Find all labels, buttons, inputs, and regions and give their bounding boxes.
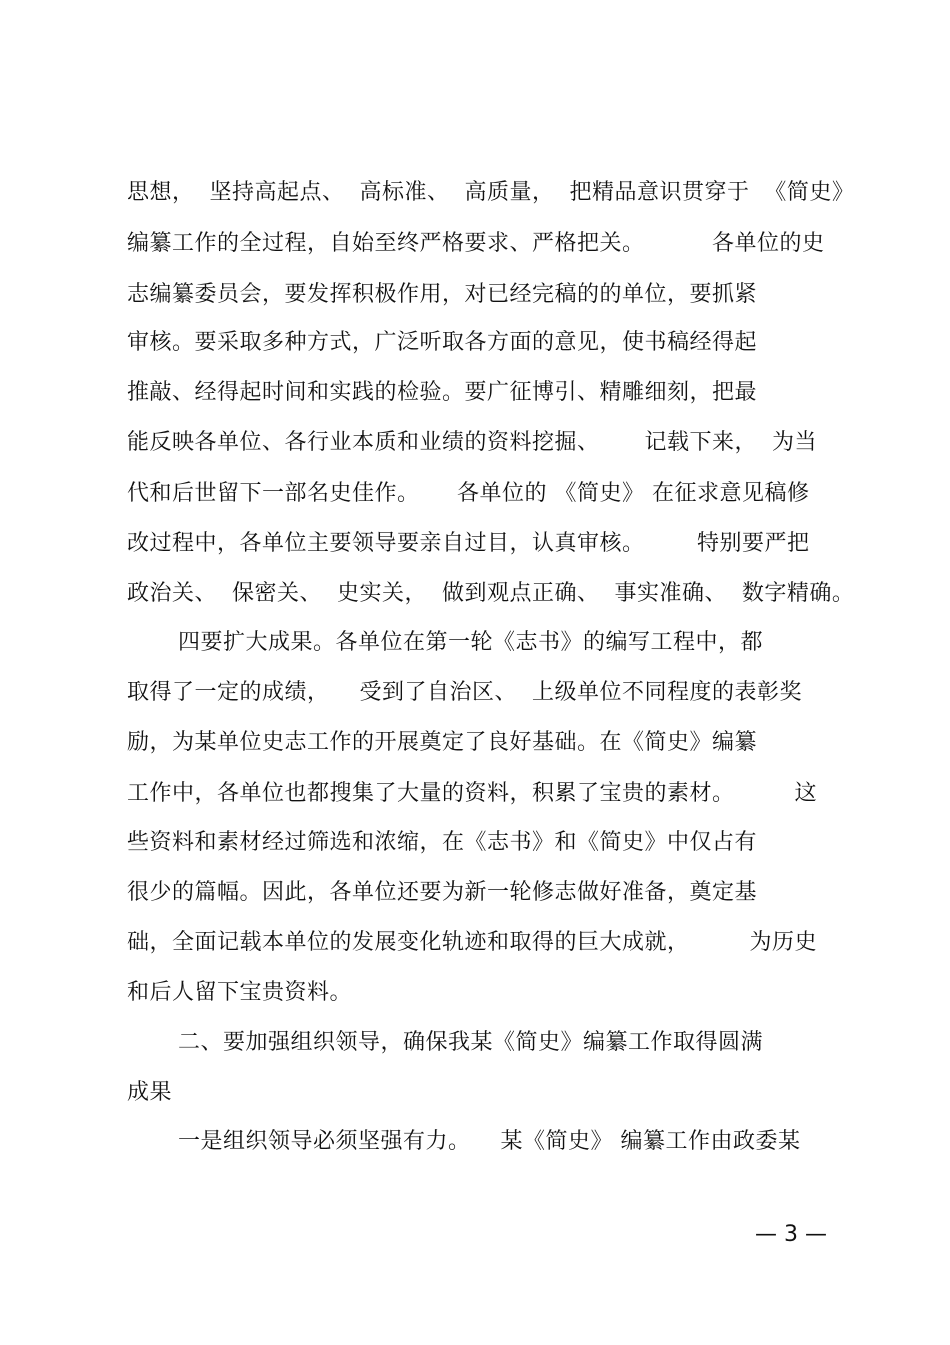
text-line: 编纂工作的全过程，自始至终严格要求、严格把关。 各单位的史 — [127, 231, 825, 256]
text-line: 工作中，各单位也都搜集了大量的资料，积累了宝贵的素材。 这 — [127, 781, 817, 806]
text-line: 代和后世留下一部名史佳作。 各单位的 《简史》 在征求意见稿修 — [127, 481, 810, 506]
text-line: 取得了一定的成绩， 受到了自治区、 上级单位不同程度的表彰奖 — [127, 680, 802, 705]
text-line: 政治关、 保密关、 史实关， 做到观点正确、 事实准确、 数字精确。 — [127, 581, 855, 606]
paragraph-start-line: 四要扩大成果。各单位在第一轮《志书》的编写工程中，都 — [178, 630, 764, 655]
text-line: 思想， 坚持高起点、 高标准、 高质量， 把精品意识贯穿于 《简史》 — [127, 180, 855, 205]
text-line: 改过程中，各单位主要领导要亲自过目，认真审核。 特别要严把 — [127, 531, 810, 556]
section-heading-line: 二、要加强组织领导，确保我某《简史》编纂工作取得圆满 — [178, 1030, 764, 1055]
text-line: 励，为某单位史志工作的开展奠定了良好基础。在《简史》编纂 — [127, 730, 758, 755]
page-number: — 3 — — [755, 1222, 827, 1247]
text-line: 推敲、经得起时间和实践的检验。要广征博引、精雕细刻，把最 — [127, 380, 758, 405]
section-heading-line: 成果 — [127, 1080, 173, 1105]
text-line: 些资料和素材经过筛选和浓缩，在《志书》和《简史》中仅占有 — [127, 830, 758, 855]
paragraph-start-line: 一是组织领导必须坚强有力。 某《简史》 编纂工作由政委某 — [178, 1129, 801, 1154]
text-line: 很少的篇幅。因此，各单位还要为新一轮修志做好准备，奠定基 — [127, 880, 758, 905]
text-line: 志编纂委员会，要发挥积极作用，对已经完稿的的单位，要抓紧 — [127, 282, 758, 307]
text-line: 审核。要采取多种方式，广泛听取各方面的意见，使书稿经得起 — [127, 330, 758, 355]
text-line: 础，全面记载本单位的发展变化轨迹和取得的巨大成就， 为历史 — [127, 930, 817, 955]
text-line: 能反映各单位、各行业本质和业绩的资料挖掘、 记载下来， 为当 — [127, 430, 817, 455]
text-line: 和后人留下宝贵资料。 — [127, 980, 353, 1005]
